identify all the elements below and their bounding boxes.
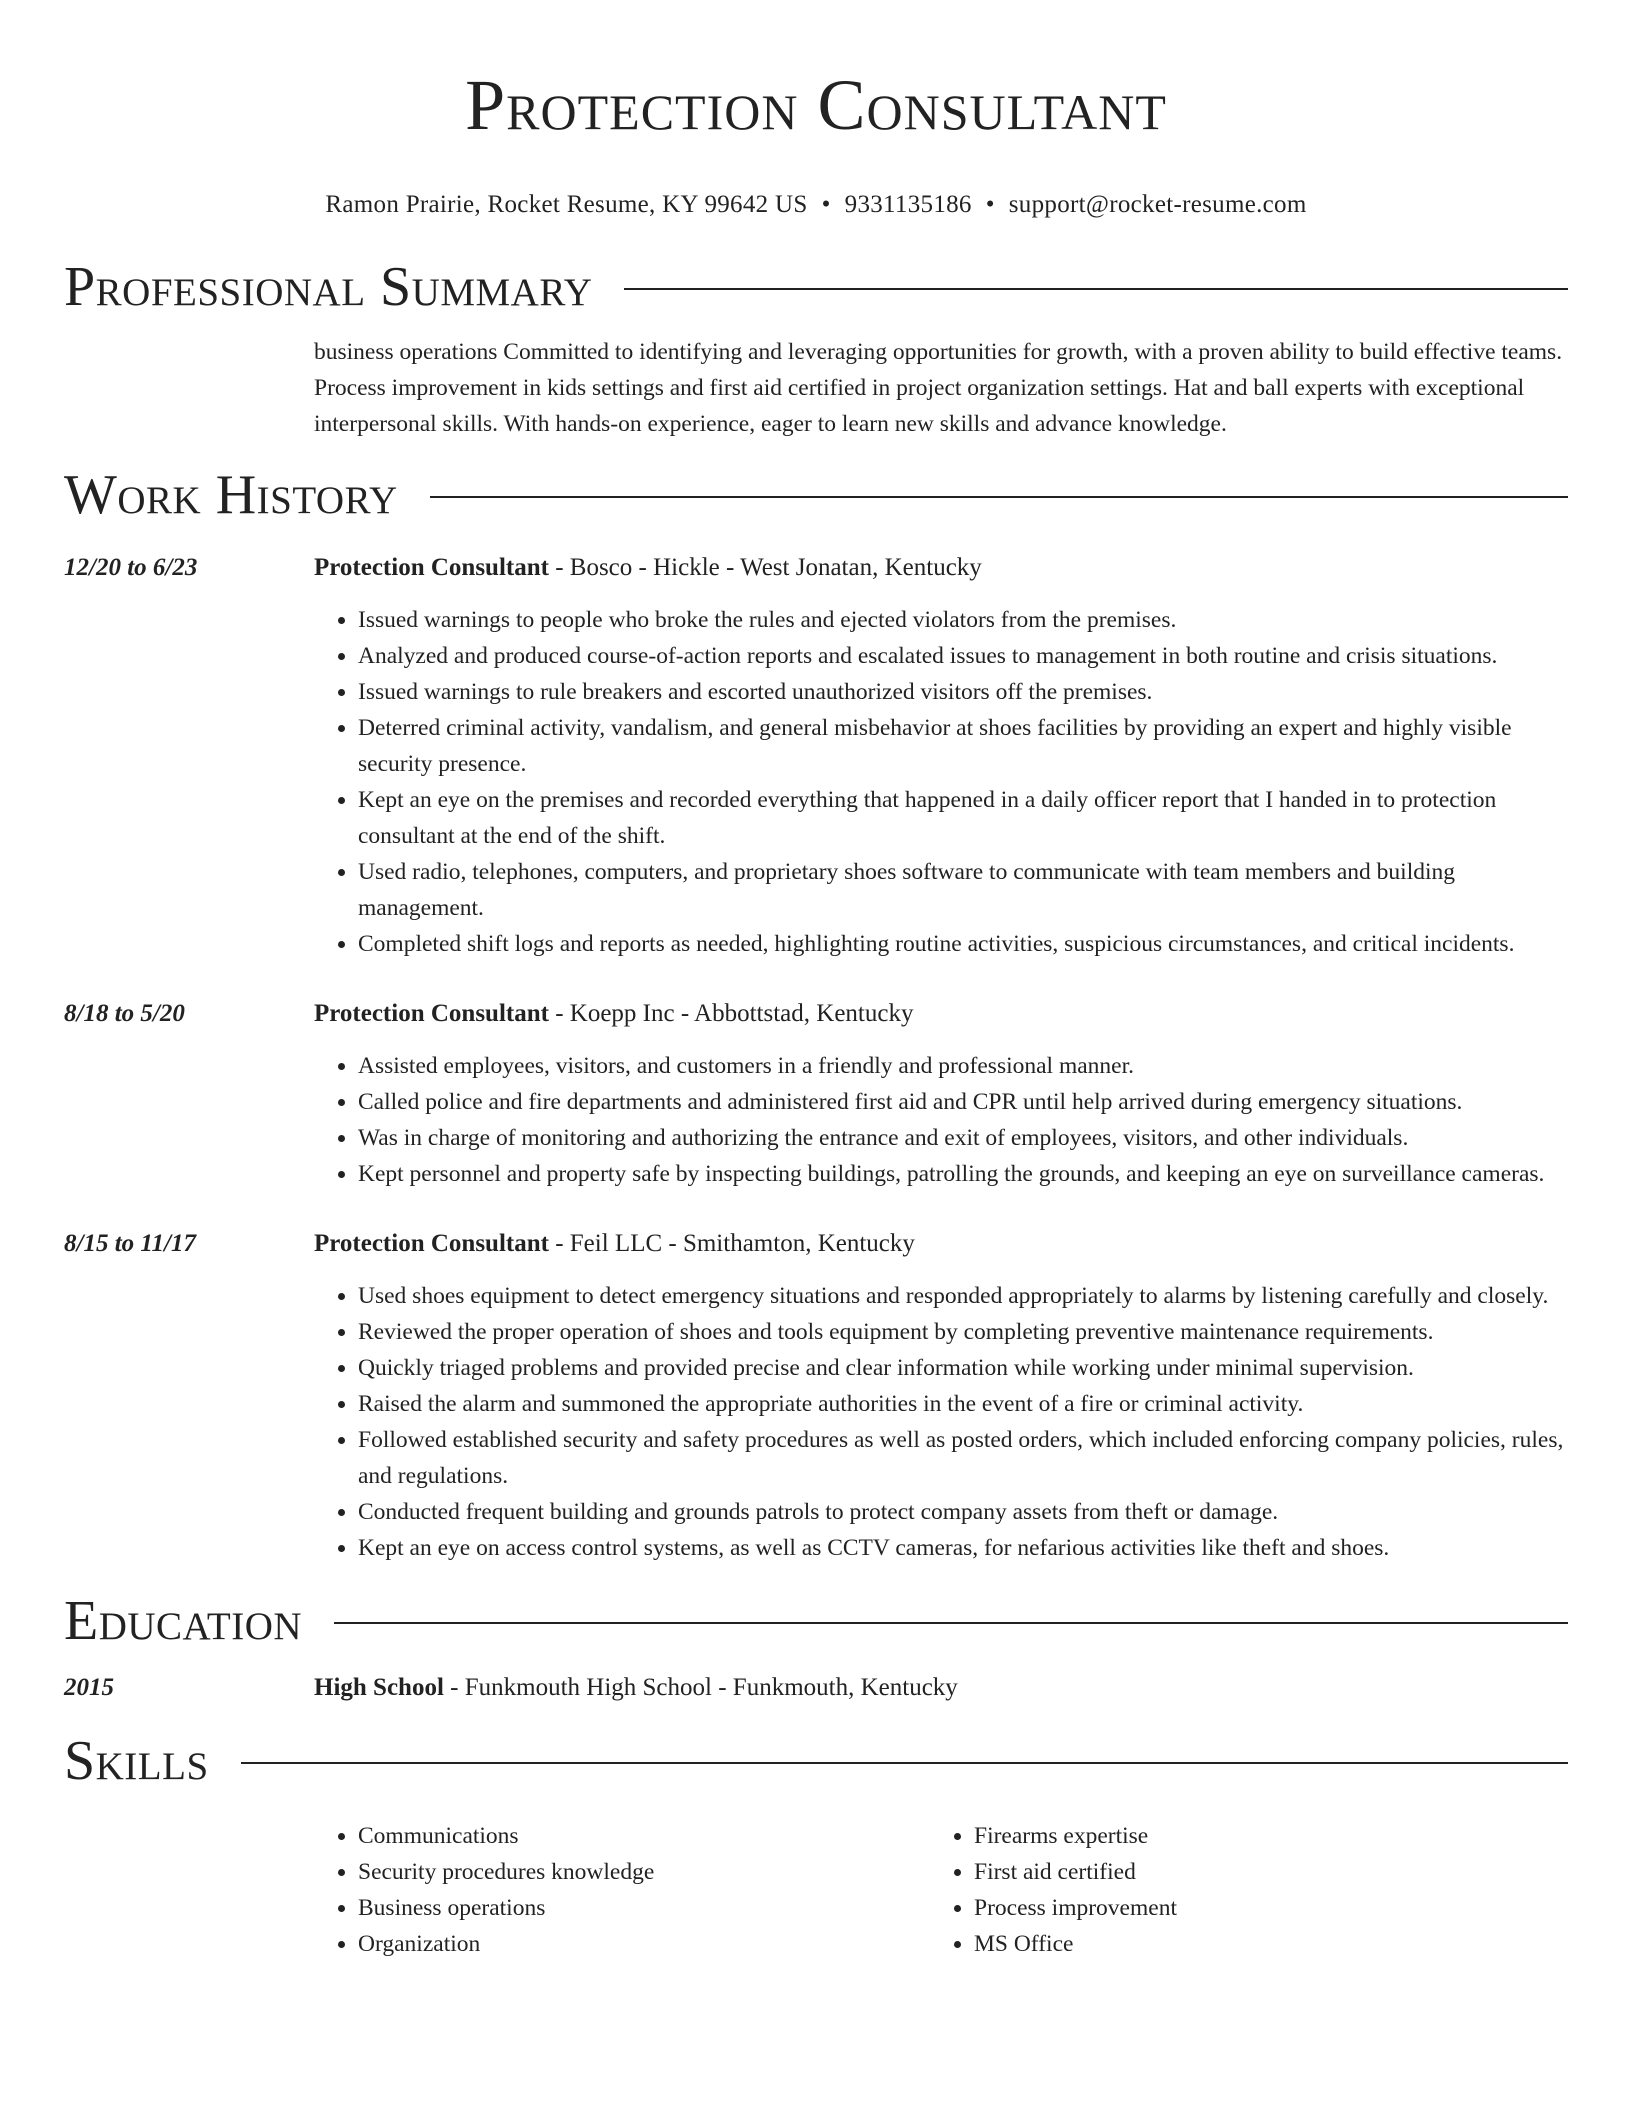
section-title-work: Work History [64,464,398,526]
contact-separator: • [821,191,831,218]
job-bullet: • Issued warnings to people who broke the rules and ejected violators from the premises. [358,602,1568,638]
job-bullet: • Called police and fire departments and administered first aid and CPR until help arrived during emergency situations. [358,1084,1568,1120]
skill-item: • MS Office [974,1926,1568,1962]
job-bullet: • Reviewed the proper operation of shoes and tools equipment by completing preventive maintenance requirements. [358,1314,1568,1350]
job-bullet: • Conducted frequent building and grounds patrols to protect company assets from theft or damage. [358,1494,1568,1530]
job-bullet: • Issued warnings to rule breakers and escorted unauthorized visitors off the premises. [358,674,1568,710]
contact-email: support@rocket-resume.com [1008,191,1307,218]
job-bullet: • Kept an eye on the premises and recorded everything that happened in a daily officer report that I handed in to protection consultant at the end of the shift. [358,782,1568,854]
job-details: - Bosco - Hickle - West Jonatan, Kentucky [548,554,982,581]
job-bullet: • Assisted employees, visitors, and customers in a friendly and professional manner. [358,1048,1568,1084]
section-divider [624,288,1568,290]
job-bullet: • Raised the alarm and summoned the appropriate authorities in the event of a fire or criminal activity. [358,1386,1568,1422]
skill-item: • Communications [358,1818,930,1854]
job-body [314,996,1568,1192]
job-entry [64,996,1568,1192]
skill-item: • Business operations [358,1890,930,1926]
skill-item: • Firearms expertise [974,1818,1568,1854]
job-bullet: • Deterred criminal activity, vandalism, and general misbehavior at shoes facilities by providing an expert and highly visible security presence. [358,710,1568,782]
job-bullets [314,1048,1568,1192]
job-bullet: • Kept an eye on access control systems, as well as CCTV cameras, for nefarious activities like theft and shoes. [358,1530,1568,1566]
education-body [314,1670,1568,1706]
contact-separator: • [985,191,995,218]
job-title-line [314,550,1568,586]
section-title-education: Education [64,1590,303,1652]
section-header-work [64,462,1568,528]
job-dates: 8/18 to 5/20 [64,1000,185,1027]
job-title: Protection Consultant [314,1000,549,1027]
job-bullet: • Completed shift logs and reports as needed, highlighting routine activities, suspicious circumstances, and critical incidents. [358,926,1568,962]
section-header-education [64,1588,1568,1654]
job-bullet: • Quickly triaged problems and provided precise and clear information while working under minimal supervision. [358,1350,1568,1386]
skill-item: • First aid certified [974,1854,1568,1890]
job-dates: 12/20 to 6/23 [64,554,198,581]
education-entry [64,1670,1568,1706]
education-title-line [314,1670,1568,1706]
job-details: - Feil LLC - Smithamton, Kentucky [548,1230,915,1257]
skills-column-left [314,1818,930,1962]
job-bullet: • Kept personnel and property safe by inspecting buildings, patrolling the grounds, and keeping an eye on surveillance cameras. [358,1156,1568,1192]
resume-name: Protection Consultant [465,65,1167,145]
job-bullet: • Followed established security and safety procedures as well as posted orders, which included enforcing company policies, rules, and regulations. [358,1422,1568,1494]
section-header-skills [64,1728,1568,1794]
skill-item: • Organization [358,1926,930,1962]
job-dates: 8/15 to 11/17 [64,1230,196,1257]
job-details: - Koepp Inc - Abbottstad, Kentucky [548,1000,914,1027]
job-body [314,1226,1568,1566]
summary-text: business operations Committed to identifying and leveraging opportunities for growth, with a proven ability to build effective teams. Process improvement in kids settings and first aid certified in project organization settings. Hat and ball experts with exceptional interpersonal skills. With hands-on experience, eager to learn new skills and advance knowledge. [314,339,1563,437]
education-year: 2015 [64,1674,114,1701]
job-title-line [314,1226,1568,1262]
education-degree: High School [314,1674,444,1701]
resume-page [64,0,1568,1962]
job-title: Protection Consultant [314,1230,549,1257]
section-divider [334,1622,1568,1624]
skills-list [314,1818,1568,1962]
job-bullet: • Used shoes equipment to detect emergency situations and responded appropriately to alarms by listening carefully and closely. [358,1278,1568,1314]
skill-item: • Security procedures knowledge [358,1854,930,1890]
contact-address: Ramon Prairie, Rocket Resume, KY 99642 US [325,191,808,218]
job-body [314,550,1568,962]
job-entry [64,550,1568,962]
education-details: - Funkmouth High School - Funkmouth, Kentucky [443,1674,958,1701]
contact-line [64,190,1568,220]
section-header-summary [64,254,1568,320]
job-bullets [314,602,1568,962]
job-bullets [314,1278,1568,1566]
job-bullet: • Analyzed and produced course-of-action reports and escalated issues to management in both routine and crisis situations. [358,638,1568,674]
section-title-summary: Professional Summary [64,256,593,318]
section-title-skills: Skills [64,1730,209,1792]
job-entry [64,1226,1568,1566]
skills-column-right [930,1818,1568,1962]
job-bullet: • Was in charge of monitoring and authorizing the entrance and exit of employees, visitors, and other individuals. [358,1120,1568,1156]
skill-item: • Process improvement [974,1890,1568,1926]
job-bullet: • Used radio, telephones, computers, and proprietary shoes software to communicate with team members and building management. [358,854,1568,926]
section-divider [430,496,1568,498]
section-divider [241,1762,1568,1764]
job-title: Protection Consultant [314,554,549,581]
job-title-line [314,996,1568,1032]
contact-phone: 9331135186 [844,191,972,218]
